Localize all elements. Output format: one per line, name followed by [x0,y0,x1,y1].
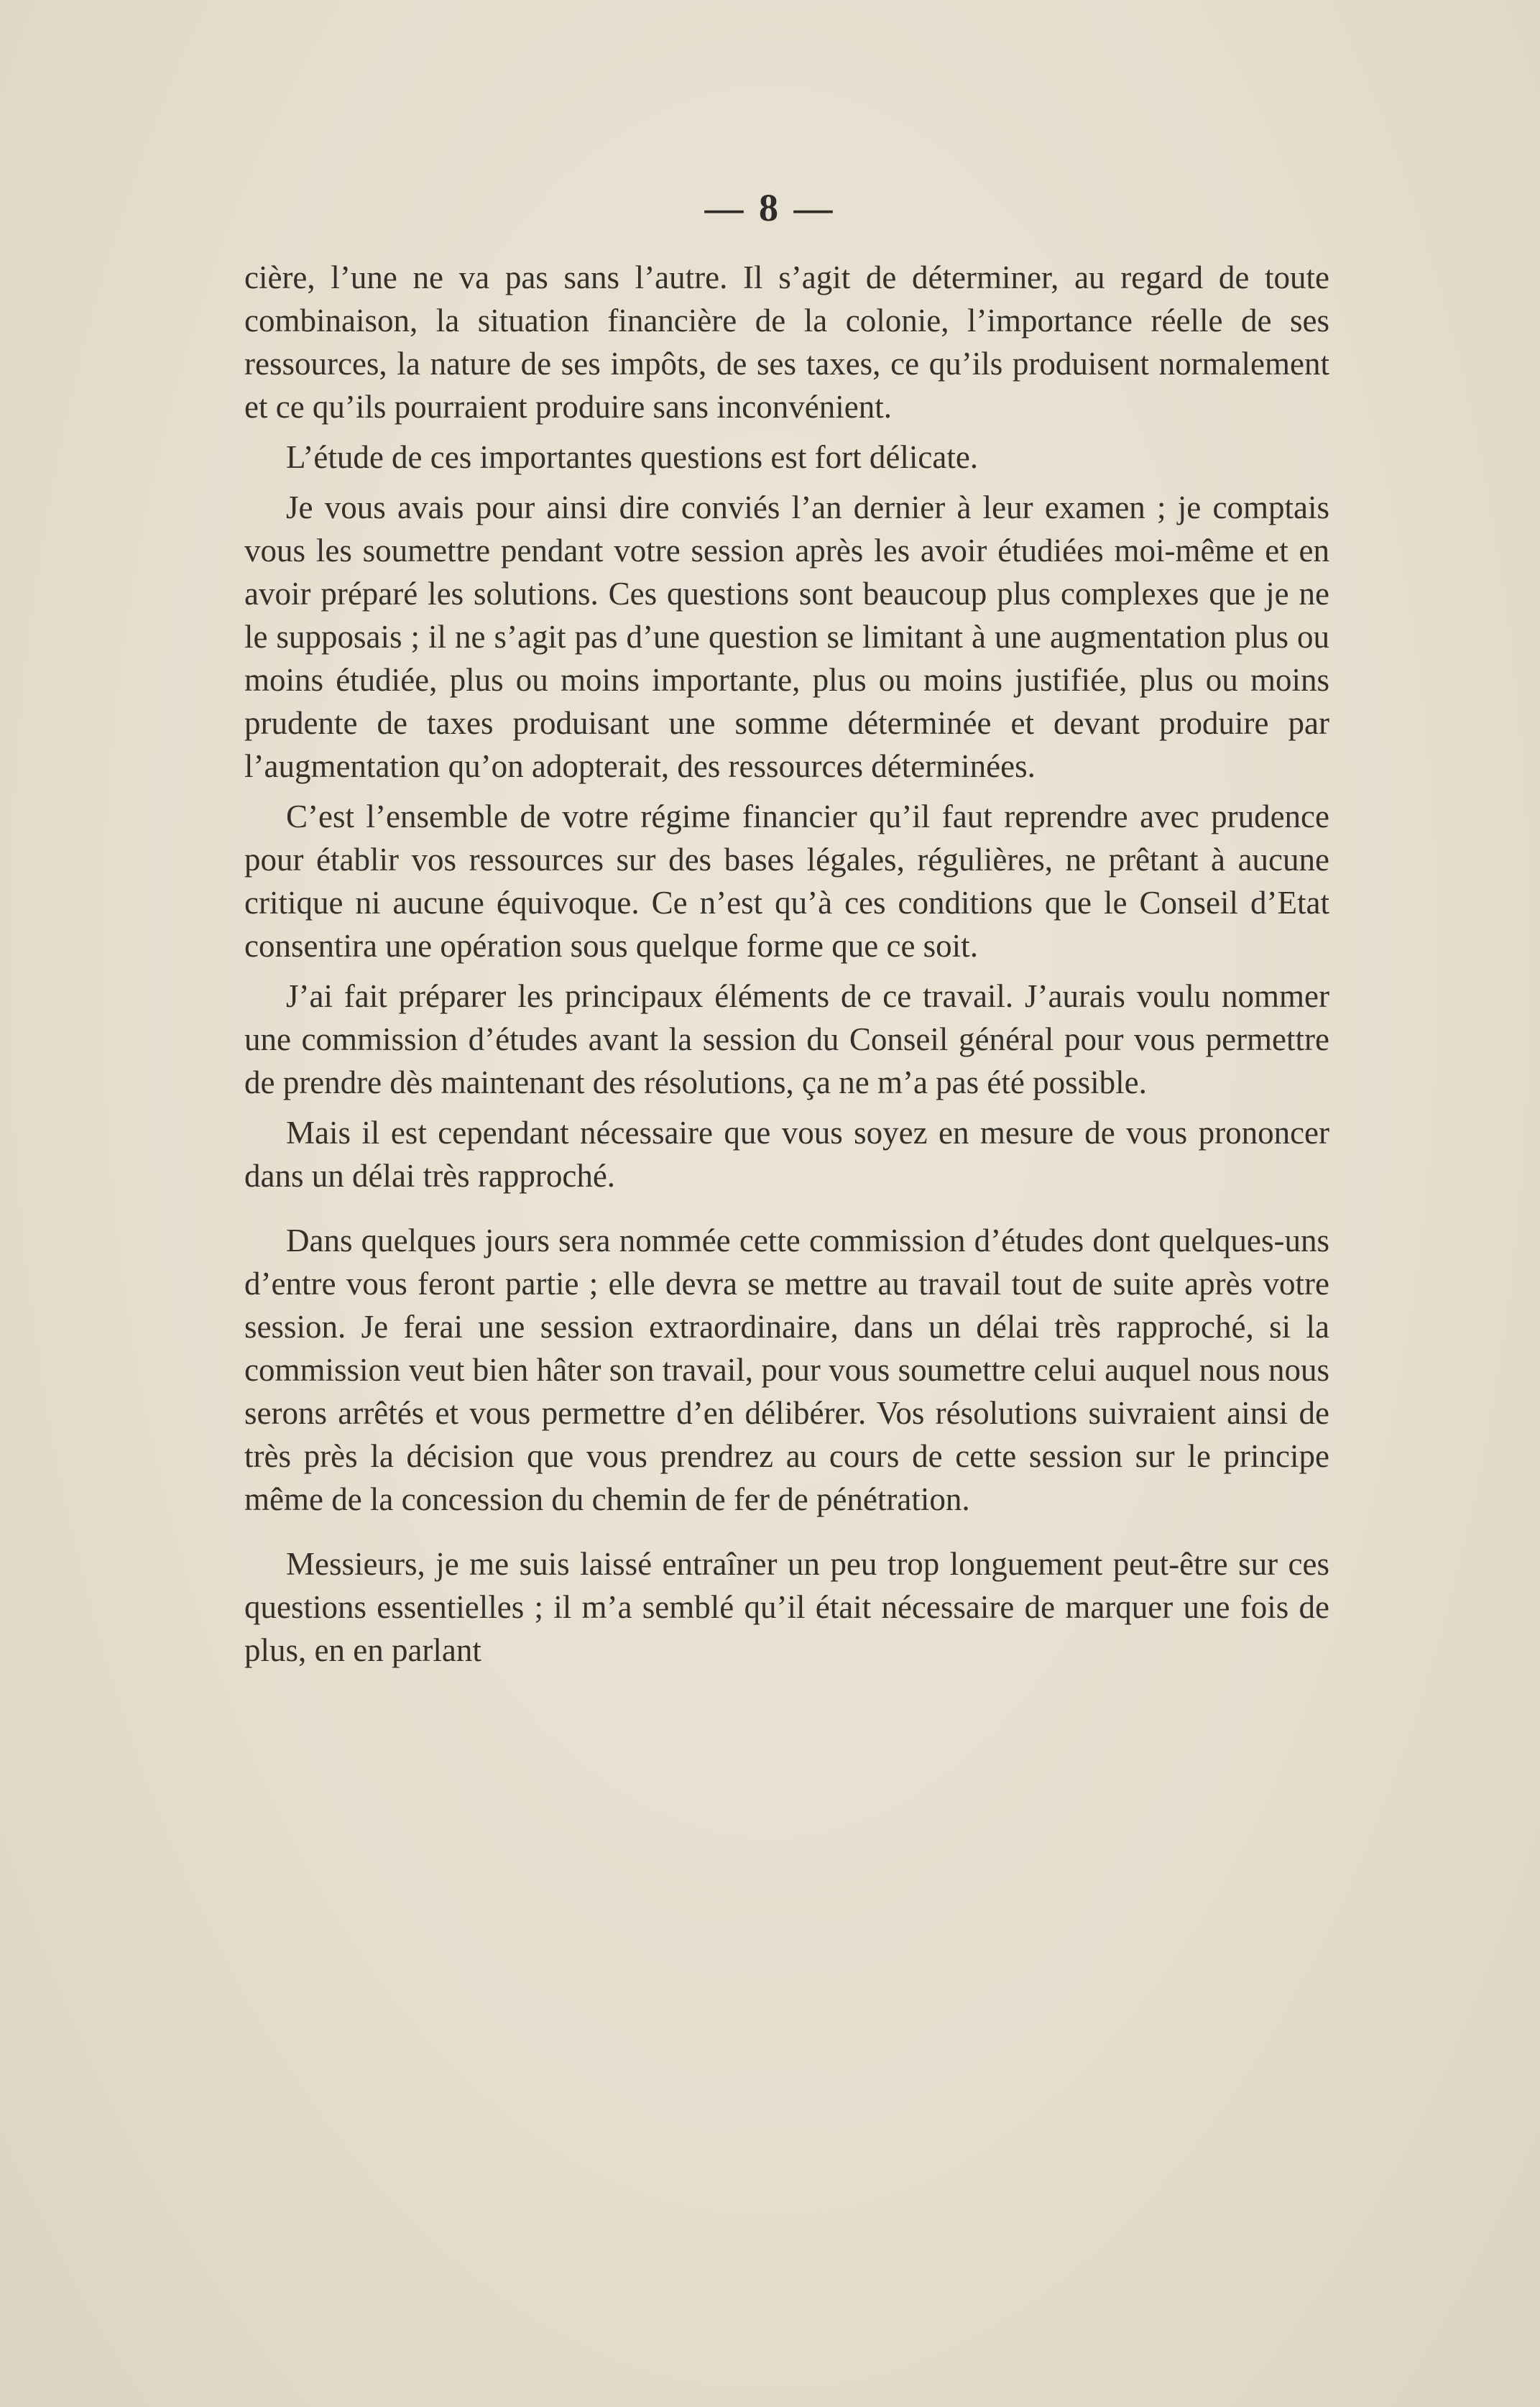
paragraph: Mais il est cependant nécessaire que vous soyez en mesure de vous prononcer dans un délai très rapproché. [244,1115,1329,1194]
body-text [244,256,1329,1672]
paragraph: Je vous avais pour ainsi dire conviés l’an dernier à leur examen ; je comptais vous les soumettre pendant votre session après les avoir étudiées moi-même et en avoir préparé les solutions. Ces questions sont beaucoup plus complexes que je ne le supposais ; il ne s’agit pas d’une question se limitant à une augmentation plus ou moins étudiée, plus ou moins importante, plus ou moins justifiée, plus ou moins prudente de taxes produisant une somme déterminée et devant produire par l’augmentation qu’on adopterait, des ressources déterminées. [244,489,1329,784]
paragraph: Dans quelques jours sera nommée cette commission d’études dont quelques-uns d’entre vous feront partie ; elle devra se mettre au travail tout de suite après votre session. Je ferai une session extraordinaire, dans un délai très rapproché, si la commission veut bien hâter son travail, pour vous soumettre celui auquel nous nous serons arrêtés et vous permettre d’en délibérer. Vos résolutions suivraient ainsi de très près la décision que vous prendrez au cours de cette session sur le principe même de la concession du chemin de fer de pénétration. [244,1223,1329,1517]
paragraph: C’est l’ensemble de votre régime financier qu’il faut reprendre avec prudence pour établir vos ressources sur des bases légales, régulières, ne prêtant à aucune critique ni aucune équivoque. Ce n’est qu’à ces conditions que le Conseil d’Etat consentira une opération sous quelque forme que ce soit. [244,799,1329,964]
paragraph: Messieurs, je me suis laissé entraîner un peu trop longuement peut-être sur ces questions essentielles ; il m’a semblé qu’il était nécessaire de marquer une fois de plus, en en parlant [244,1546,1329,1668]
paragraph: J’ai fait préparer les principaux éléments de ce travail. J’aurais voulu nommer une commission d’études avant la session du Conseil général pour vous permettre de prendre dès maintenant des résolutions, ça ne m’a pas été possible. [244,978,1329,1100]
page-number: — 8 — [704,186,836,229]
paragraph: L’étude de ces importantes questions est fort délicate. [286,439,979,475]
paragraph: cière, l’une ne va pas sans l’autre. Il s’agit de déterminer, au regard de toute combinaison, la situation financière de la colonie, l’importance réelle de ses ressources, la nature de ses impôts, de ses taxes, ce qu’ils produisent normalement et ce qu’ils pourraient produire sans inconvénient. [244,259,1329,425]
